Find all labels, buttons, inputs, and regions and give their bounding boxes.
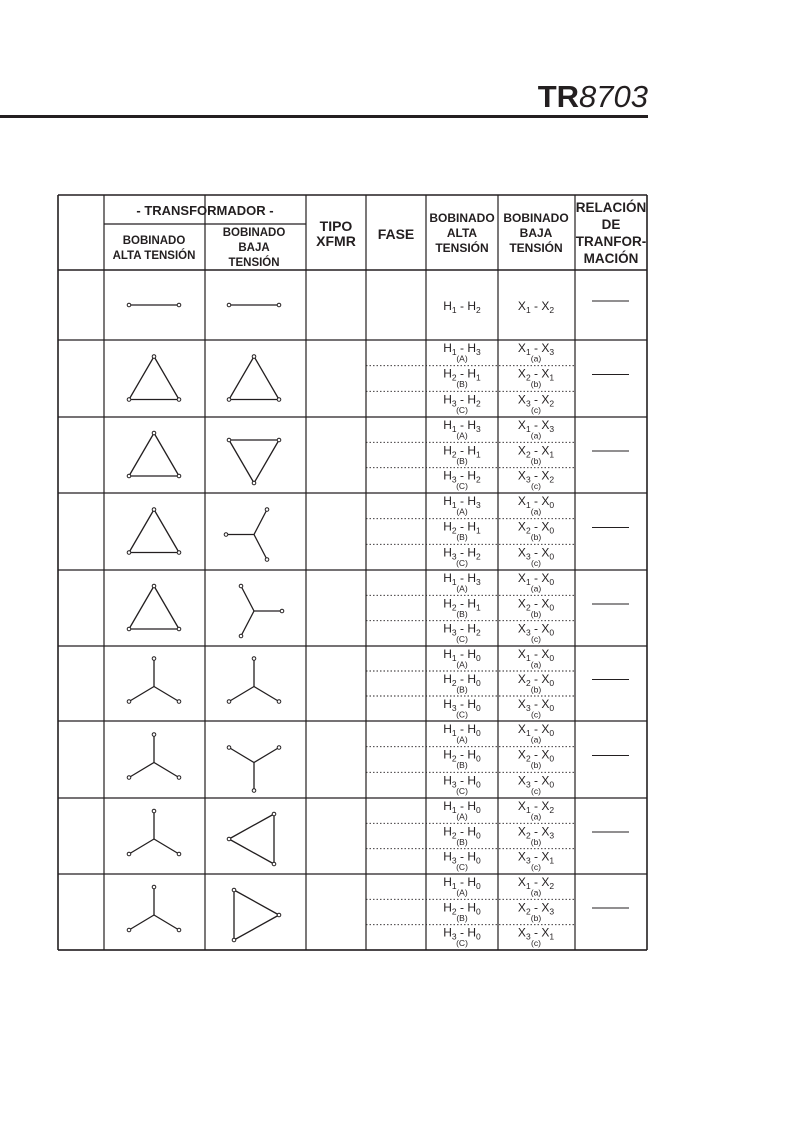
winding-line <box>154 839 179 854</box>
winding-line <box>229 839 274 864</box>
header-bobinado-baja-line: BOBINADO <box>503 211 569 225</box>
header-bobinado-alta-line: TENSIÓN <box>435 241 489 255</box>
terminal-node <box>227 837 231 841</box>
phase-lv-sub: (b) <box>530 379 542 390</box>
terminal-node <box>277 398 281 402</box>
winding-line <box>229 748 254 763</box>
phase-hv-label: $H_1 - H_3$ <box>443 571 481 587</box>
terminal-node <box>127 627 131 631</box>
winding-line <box>154 433 179 476</box>
phase-hv-label: $H_1 - H_0$ <box>443 647 481 663</box>
winding-line <box>229 814 274 839</box>
terminal-node <box>232 938 236 942</box>
phase-lv-sub: (c) <box>531 785 541 796</box>
phase-hv-label: $H_2 - H_0$ <box>443 824 481 841</box>
phase-hv-sub: (A) <box>456 734 468 745</box>
terminal-node <box>127 700 131 704</box>
phase-hv-label: $H_3 - H_2$ <box>443 621 481 638</box>
header-relacion-line: MACIÓN <box>583 251 639 266</box>
terminal-node <box>265 508 269 512</box>
winding-line <box>254 687 279 702</box>
phase-lv-sub: (c) <box>531 634 541 645</box>
winding-line <box>254 440 279 483</box>
phase-hv-label: $H_1 - H_3$ <box>443 341 481 357</box>
phase-lv-sub: (b) <box>530 608 542 619</box>
phase-hv-sub: (B) <box>456 379 468 390</box>
phase-lv-label: $X_1 - X_0$ <box>517 494 555 510</box>
header-bobinado-baja-line: BAJA <box>519 226 553 240</box>
header-bobinado-baja-line: TENSIÓN <box>509 241 563 255</box>
winding-line <box>229 357 254 400</box>
header-relacion-line: RELACIÓN <box>575 200 647 215</box>
document-code-prefix: TR <box>537 79 580 114</box>
phase-lv-sub: (a) <box>530 430 542 441</box>
phase-lv-label: $X_2 - X_0$ <box>517 519 555 536</box>
terminal-node <box>152 733 156 737</box>
phase-hv-sub: (B) <box>456 532 468 543</box>
terminal-node <box>239 584 243 588</box>
phase-hv-label: $H_2 - H_0$ <box>443 672 481 688</box>
winding-line <box>229 687 254 702</box>
phase-lv-label: $X_3 - X_2$ <box>517 392 555 409</box>
phase-hv-label: $H_1 - H_0$ <box>443 722 481 738</box>
header-tipo-line: XFMR <box>316 233 356 249</box>
sub-header-baja-line: BAJA <box>238 242 270 254</box>
phase-hv-sub: (B) <box>456 608 468 619</box>
terminal-node <box>152 657 156 661</box>
phase-lv-label: $X_1 - X_3$ <box>517 341 555 357</box>
terminal-node <box>177 627 181 631</box>
phase-hv-sub: (C) <box>456 634 468 645</box>
terminal-node <box>277 700 281 704</box>
terminal-node <box>272 812 276 816</box>
winding-line <box>129 510 154 553</box>
terminal-node <box>227 303 231 307</box>
winding-line <box>234 915 279 940</box>
terminal-node <box>227 438 231 442</box>
phase-lv-label: $X_2 - X_3$ <box>517 824 555 841</box>
terminal-node <box>272 862 276 866</box>
phase-hv-label: $H_2 - H_0$ <box>443 900 481 917</box>
phase-lv-sub: (a) <box>530 353 542 364</box>
winding-line <box>154 687 179 702</box>
winding-line <box>129 915 154 930</box>
terminal-node <box>177 551 181 555</box>
phase-hv-label: $H_3 - H_0$ <box>443 925 481 942</box>
phase-lv-sub: (a) <box>530 887 542 898</box>
header-bobinado-alta-line: BOBINADO <box>429 211 495 225</box>
phase-hv-label: $H_1 - H_2$ <box>443 299 481 315</box>
group-header-title: - TRANSFORMADOR - <box>136 203 274 218</box>
phase-lv-sub: (b) <box>530 455 542 466</box>
phase-hv-label: $H_2 - H_1$ <box>443 519 481 536</box>
winding-line <box>129 763 154 778</box>
winding-line <box>129 586 154 629</box>
phase-lv-label: $X_1 - X_0$ <box>517 722 555 738</box>
phase-hv-sub: (B) <box>456 912 468 923</box>
terminal-node <box>252 481 256 485</box>
terminal-node <box>265 558 269 562</box>
sub-header-baja-line: BOBINADO <box>222 227 286 239</box>
phase-lv-sub: (b) <box>530 760 542 771</box>
winding-line <box>234 890 279 915</box>
terminal-node <box>127 928 131 932</box>
phase-lv-label: $X_1 - X_0$ <box>517 571 555 587</box>
phase-hv-sub: (C) <box>456 481 468 492</box>
terminal-node <box>252 789 256 793</box>
terminal-node <box>277 746 281 750</box>
terminal-node <box>177 474 181 478</box>
phase-hv-sub: (A) <box>456 887 468 898</box>
phase-hv-sub: (C) <box>456 862 468 873</box>
terminal-node <box>152 809 156 813</box>
phase-lv-label: $X_2 - X_3$ <box>517 900 555 917</box>
phase-lv-label: $X_3 - X_2$ <box>517 468 555 485</box>
phase-lv-sub: (c) <box>531 862 541 873</box>
phase-hv-sub: (C) <box>456 785 468 796</box>
winding-line <box>154 510 179 553</box>
phase-hv-sub: (A) <box>456 583 468 594</box>
phase-lv-label: $X_3 - X_1$ <box>517 925 555 942</box>
terminal-node <box>177 303 181 307</box>
phase-hv-sub: (B) <box>456 836 468 847</box>
phase-lv-sub: (b) <box>530 912 542 923</box>
sub-header-baja-line: TENSIÓN <box>228 257 280 269</box>
terminal-node <box>177 928 181 932</box>
phase-hv-sub: (A) <box>456 353 468 364</box>
winding-line <box>129 357 154 400</box>
phase-lv-label: $X_1 - X_0$ <box>517 647 555 663</box>
winding-line <box>254 748 279 763</box>
phase-hv-label: $H_3 - H_2$ <box>443 468 481 485</box>
phase-lv-label: $X_3 - X_1$ <box>517 849 555 866</box>
terminal-node <box>252 657 256 661</box>
phase-lv-sub: (c) <box>531 938 541 949</box>
phase-hv-label: $H_2 - H_1$ <box>443 596 481 613</box>
terminal-node <box>252 355 256 359</box>
terminal-node <box>127 398 131 402</box>
phase-lv-sub: (c) <box>531 481 541 492</box>
winding-line <box>154 357 179 400</box>
phase-lv-label: $X_1 - X_3$ <box>517 418 555 434</box>
phase-lv-label: $X_1 - X_2$ <box>517 299 555 315</box>
phase-hv-sub: (C) <box>456 404 468 415</box>
terminal-node <box>152 355 156 359</box>
winding-line <box>129 433 154 476</box>
phase-hv-sub: (C) <box>456 557 468 568</box>
header-relacion-line: TRANFOR- <box>575 234 647 249</box>
phase-lv-sub: (a) <box>530 506 542 517</box>
header-fase: FASE <box>377 226 415 242</box>
terminal-node <box>127 474 131 478</box>
winding-line <box>254 535 267 560</box>
phase-hv-label: $H_2 - H_1$ <box>443 443 481 460</box>
phase-hv-sub: (A) <box>456 430 468 441</box>
sub-header-alta-line: BOBINADO <box>122 235 186 247</box>
phase-lv-label: $X_3 - X_0$ <box>517 545 555 562</box>
winding-line <box>154 586 179 629</box>
phase-hv-label: $H_3 - H_0$ <box>443 773 481 790</box>
phase-lv-sub: (a) <box>530 583 542 594</box>
phase-hv-label: $H_3 - H_2$ <box>443 392 481 409</box>
terminal-node <box>280 609 284 613</box>
winding-line <box>254 510 267 535</box>
terminal-node <box>224 533 228 537</box>
terminal-node <box>127 303 131 307</box>
terminal-node <box>227 746 231 750</box>
winding-line <box>154 915 179 930</box>
phase-lv-sub: (c) <box>531 404 541 415</box>
terminal-node <box>277 438 281 442</box>
winding-line <box>254 357 279 400</box>
terminal-node <box>152 584 156 588</box>
phase-hv-label: $H_1 - H_0$ <box>443 799 481 815</box>
phase-hv-sub: (B) <box>456 760 468 771</box>
terminal-node <box>152 885 156 889</box>
terminal-node <box>177 852 181 856</box>
terminal-node <box>227 398 231 402</box>
phase-lv-label: $X_1 - X_2$ <box>517 875 555 891</box>
phase-lv-label: $X_3 - X_0$ <box>517 621 555 638</box>
phase-lv-sub: (a) <box>530 659 542 670</box>
phase-hv-sub: (A) <box>456 506 468 517</box>
winding-line <box>241 611 254 636</box>
winding-line <box>241 586 254 611</box>
phase-hv-label: $H_1 - H_3$ <box>443 418 481 434</box>
document-code-number: 8703 <box>579 79 648 114</box>
phase-lv-sub: (c) <box>531 557 541 568</box>
phase-hv-sub: (B) <box>456 455 468 466</box>
terminal-node <box>277 913 281 917</box>
phase-hv-sub: (A) <box>456 659 468 670</box>
phase-lv-sub: (a) <box>530 811 542 822</box>
winding-line <box>129 839 154 854</box>
phase-lv-label: $X_2 - X_0$ <box>517 596 555 613</box>
header-tipo-line: TIPO <box>319 218 353 234</box>
phase-lv-sub: (a) <box>530 734 542 745</box>
phase-hv-label: $H_1 - H_3$ <box>443 494 481 510</box>
phase-hv-label: $H_3 - H_2$ <box>443 545 481 562</box>
phase-lv-label: $X_3 - X_0$ <box>517 773 555 790</box>
header-bobinado-alta-line: ALTA <box>446 226 478 240</box>
phase-lv-label: $X_3 - X_0$ <box>517 697 555 713</box>
winding-line <box>129 687 154 702</box>
terminal-node <box>177 398 181 402</box>
phase-hv-label: $H_1 - H_0$ <box>443 875 481 891</box>
terminal-node <box>127 551 131 555</box>
winding-line <box>229 440 254 483</box>
terminal-node <box>152 431 156 435</box>
phase-hv-label: $H_3 - H_0$ <box>443 697 481 713</box>
sub-header-alta-line: ALTA TENSIÓN <box>112 250 196 262</box>
winding-line <box>154 763 179 778</box>
phase-hv-sub: (C) <box>456 709 468 720</box>
phase-lv-label: $X_2 - X_0$ <box>517 747 555 764</box>
terminal-node <box>127 852 131 856</box>
header-relacion-line: DE <box>601 217 621 232</box>
terminal-node <box>227 700 231 704</box>
phase-hv-sub: (B) <box>456 684 468 695</box>
phase-lv-label: $X_2 - X_1$ <box>517 443 555 460</box>
terminal-node <box>277 303 281 307</box>
phase-hv-sub: (C) <box>456 938 468 949</box>
phase-lv-label: $X_1 - X_2$ <box>517 799 555 815</box>
phase-hv-label: $H_2 - H_1$ <box>443 366 481 383</box>
phase-lv-sub: (b) <box>530 684 542 695</box>
phase-lv-sub: (b) <box>530 532 542 543</box>
terminal-node <box>232 888 236 892</box>
terminal-node <box>127 776 131 780</box>
phase-lv-sub: (b) <box>530 836 542 847</box>
terminal-node <box>239 634 243 638</box>
phase-lv-label: $X_2 - X_0$ <box>517 672 555 688</box>
phase-lv-label: $X_2 - X_1$ <box>517 366 555 383</box>
phase-hv-label: $H_2 - H_0$ <box>443 747 481 764</box>
phase-hv-label: $H_3 - H_0$ <box>443 849 481 866</box>
phase-lv-sub: (c) <box>531 709 541 720</box>
phase-hv-sub: (A) <box>456 811 468 822</box>
terminal-node <box>152 508 156 512</box>
terminal-node <box>177 776 181 780</box>
terminal-node <box>177 700 181 704</box>
